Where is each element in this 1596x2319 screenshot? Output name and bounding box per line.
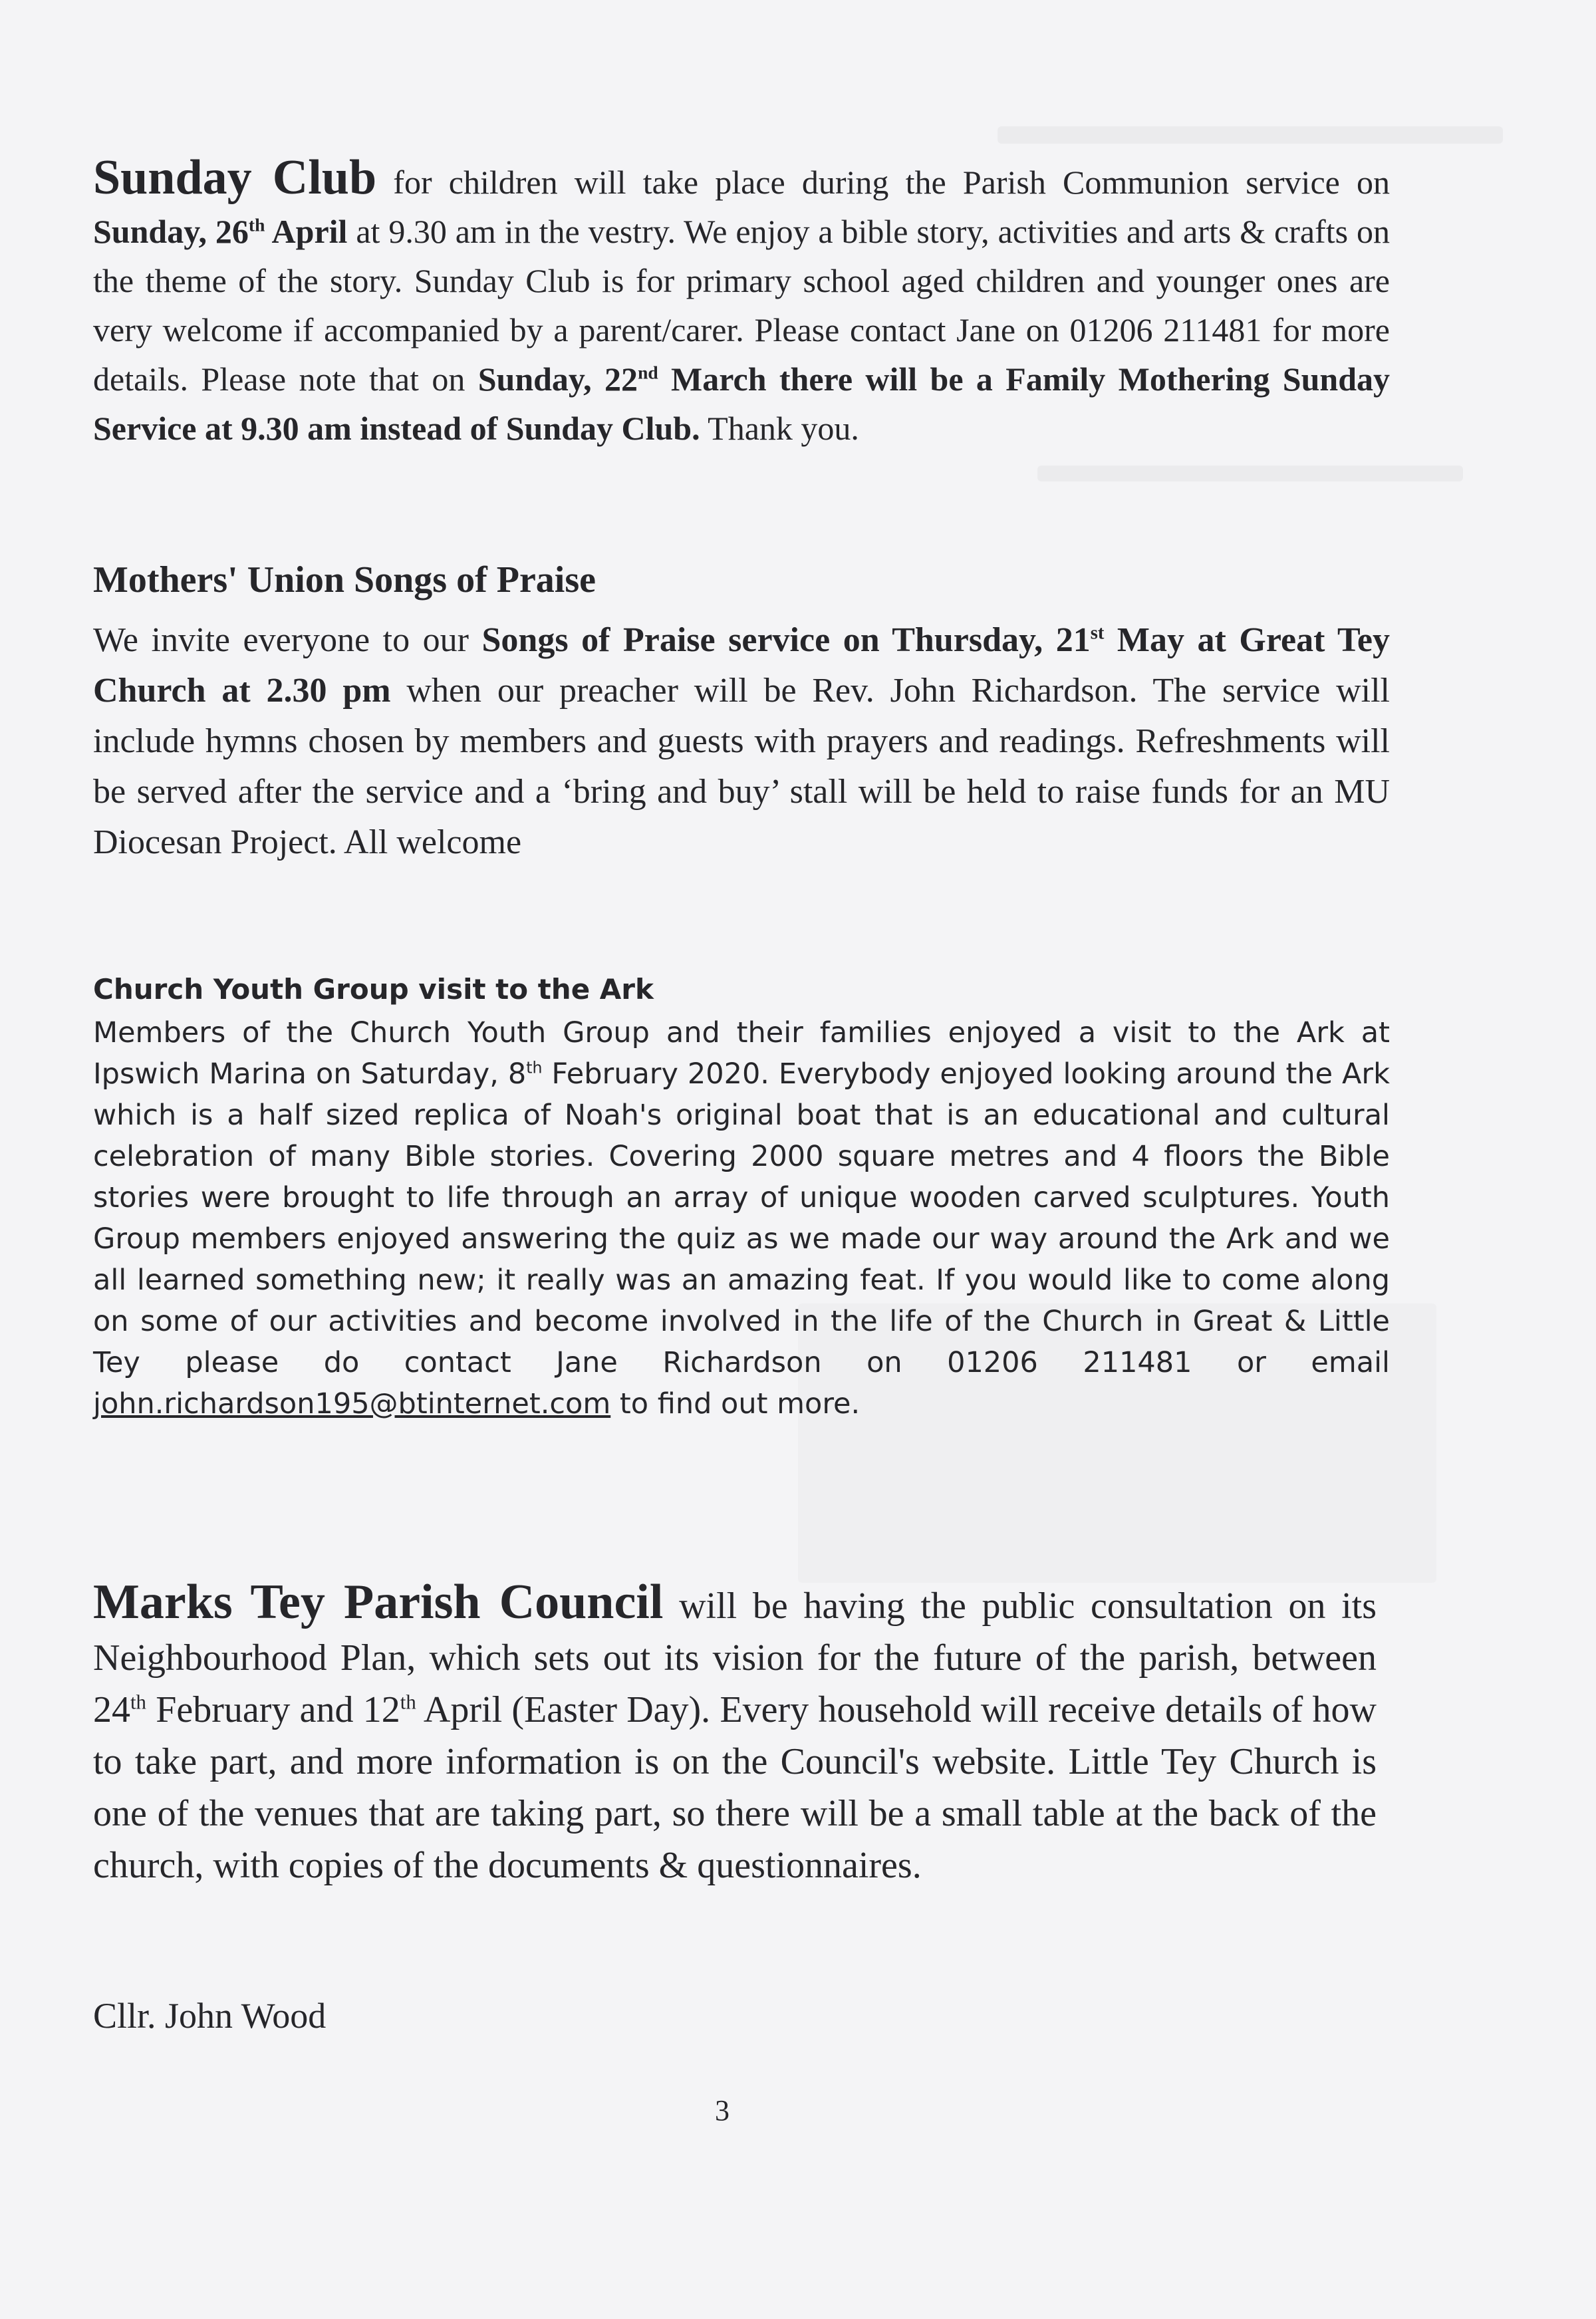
show-through [998, 126, 1503, 144]
parish-council-heading: Marks Tey Parish Council [93, 1575, 664, 1629]
sunday-club-heading: Sunday Club [93, 150, 377, 205]
sunday-club-date: Sunday, 26th April [93, 213, 348, 250]
parish-council-paragraph: Marks Tey Parish Council will be having the public consultation on its Neighbourhood Plan, which sets out its vision for the future of the parish, between 24th February and 12th April (Easter Day). Every household will receive details of how to take part, and more information is on the Council's website. Little Tey Church is one of the venues that are taking part, so there will be a small table at the back of the church, with copies of the documents & questionnaires. [93, 1575, 1377, 1886]
contact-email-link[interactable]: john.richardson195@btinternet.com [93, 1387, 611, 1421]
youth-group-heading: Church Youth Group visit to the Ark [93, 973, 654, 1006]
sunday-club-paragraph [93, 150, 1391, 453]
mothers-union-heading: Mothers' Union Songs of Praise [93, 559, 596, 601]
sunday-club-thanks: Thank you. [700, 410, 859, 447]
songs-of-praise-details: Songs of Praise service on Thursday, 21st May at Great Tey Church at 2.30 pm [93, 621, 1390, 710]
signoff: Cllr. John Wood [93, 1996, 327, 2036]
sunday-club-note: Sunday, 22nd March there will be a Family Mothering Sunday Service at 9.30 am instead of Sunday Club. [93, 360, 1391, 447]
youth-group-paragraph: Members of the Church Youth Group and their families enjoyed a visit to the Ark at Ipswich Marina on Saturday, 8th February 2020. Everybody enjoyed looking around the Ark which is a half sized replica of Noah's original boat that is an educational and cultural celebration of many Bible stories. Covering 2000 square metres and 4 floors the Bible stories were brought to life through an array of unique wooden carved sculptures. Youth Group members enjoyed answering the quiz as we made our way around the Ark and we all learned something new; it really was an amazing feat. If you would like to come along on some of our activities and become involved in the life of the Church in Great & Little Tey please do contact Jane Richardson on 01206 211481 or email john.richardson195@btinternet.com to find out more. [93, 1016, 1391, 1421]
page-number: 3 [715, 2094, 730, 2127]
sunday-club-text: for children will take place during the Parish Communion service on [376, 164, 1391, 201]
show-through [1037, 466, 1463, 481]
mothers-union-paragraph: We invite everyone to our Songs of Praise service on Thursday, 21st May at Great Tey Church at 2.30 pm when our preacher will be Rev. John Richardson. The service will include hymns chosen by members and guests with prayers and readings. Refreshments will be served after the service and a ‘bring and buy’ stall will be held to raise funds for an MU Diocesan Project. All welcome [93, 621, 1390, 861]
sunday-club-text: at 9.30 am in the vestry. We enjoy a bible story, activities and arts & crafts on the theme of the story. Sunday Club is for primary school aged children and younger ones are very welcome if accompanied by a parent/carer. Please contact Jane on 01206 211481 for more details. Please note that on [93, 213, 1390, 398]
